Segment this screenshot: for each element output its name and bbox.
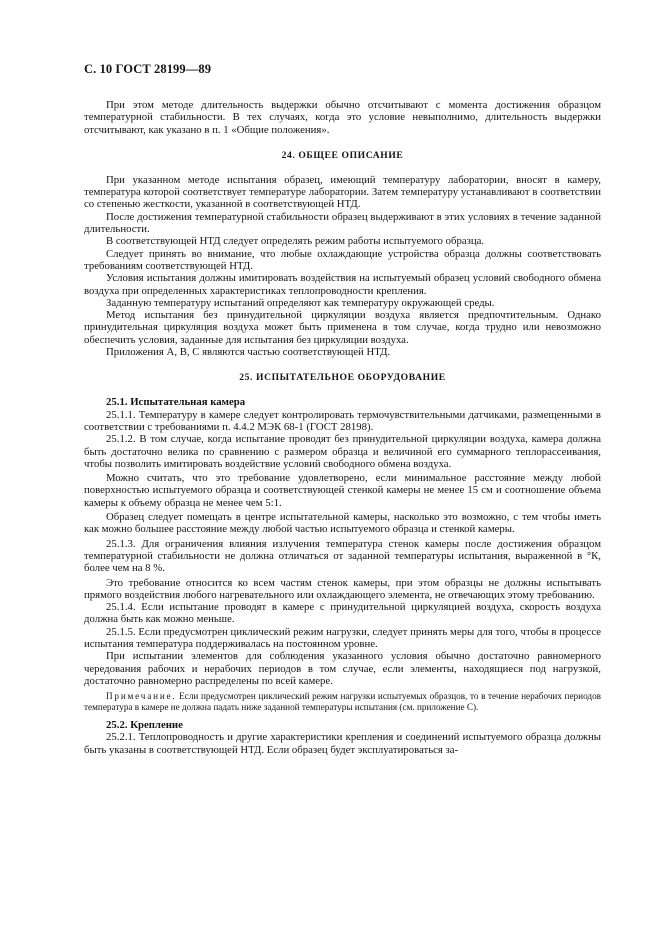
subsection-25-2-title: 25.2. Крепление xyxy=(106,719,183,732)
paragraph: 25.1.3. Для ограничения влияния излучения температура стенок камеры после достижения образцом температурной стабильности не должна отличаться от заданной температуры испытания, выраженной в °К, более чем на 8 %. xyxy=(84,537,601,575)
paragraph: Это требование относится ко всем частям стенок камеры, при этом образцы не должны испытывать прямого воздействия любого нагревательного или охлаждающего элемента, не отвечающих этому требованию. xyxy=(84,576,601,601)
page-header: С. 10 ГОСТ 28199—89 xyxy=(84,62,212,76)
paragraph: 25.2.1. Теплопроводность и другие характеристики крепления и соединений испытуемого образца должны быть указаны в соответствующей НТД. Если образец будет эксплуатироваться за- xyxy=(84,731,601,756)
paragraph: Образец следует помещать в центре испытательной камеры, насколько это возможно, с тем чтобы иметь как можно большее расстояние между любой частью испытуемого образца и стенкой камеры. xyxy=(84,511,601,536)
subsection-25-1-body xyxy=(84,409,601,688)
paragraph: Заданную температуру испытаний определяют как температуру окружающей среды. xyxy=(106,296,495,309)
paragraph: Можно считать, что это требование удовлетворено, если минимальное расстояние между любой поверхностью испытуемого образца и соответствующей стенкой камеры не менее 15 см и соотношение объема камеры к объему образца не менее чем 5:1. xyxy=(84,472,601,509)
subsection-25-1-title: 25.1. Испытательная камера xyxy=(106,396,246,409)
paragraph: Приложения А, В, С являются частью соответствующей НТД. xyxy=(106,346,391,359)
paragraph: Следует принять во внимание, что любые охлаждающие устройства образца должны соответствовать требованиям соответствующей НТД. xyxy=(84,247,601,272)
paragraph: Условия испытания должны имитировать воздействия на испытуемый образец условий свободного обмена воздуха при определенных характеристиках теплопроводности крепления. xyxy=(84,272,601,297)
paragraph: 25.1.1. Температуру в камере следует контролировать термочувствительными датчиками, размещенными в соответствии с требованиями п. 4.4.2 МЭК 68-1 (ГОСТ 28198). xyxy=(84,408,601,433)
subsection-25-2-body xyxy=(84,731,601,756)
paragraph: Метод испытания без принудительной циркуляции воздуха является предпочтительным. Однако принудительная циркуляция воздуха может быть применена в том случае, когда трудно или невозможно обеспечить условия, заданные для испытания без циркуляции воздуха. xyxy=(84,309,601,346)
section-24-body xyxy=(84,174,601,358)
section-24-title: 24. ОБЩЕЕ ОПИСАНИЕ xyxy=(281,149,404,161)
paragraph: При испытании элементов для соблюдения указанного условия обычно достаточно равномерного чередования рабочих и нерабочих периодов в том случае, если элементы, находящиеся под нагрузкой, достаточно равномерно распределены по всей камере. xyxy=(84,650,601,687)
note-text: Если предусмотрен циклический режим нагрузки испытуемых образцов, то в течение нерабочих периодов температура в камере не должна падать ниже заданной температуры испытания (см. приложение С). xyxy=(84,691,602,713)
paragraph: 25.1.2. В том случае, когда испытание проводят без принудительной циркуляции воздуха, камера должна быть достаточно велика по сравнению с размером образца и величиной его суммарного теплорассеивания, чтобы позволить имитировать воздействие условий свободного обмена воздуха. xyxy=(84,433,601,470)
paragraph: В соответствующей НТД следует определять режим работы испытуемого образца. xyxy=(106,235,485,248)
note xyxy=(84,691,601,713)
note-label: Примечание. xyxy=(106,691,177,702)
paragraph: При указанном методе испытания образец, имеющий температуру лаборатории, вносят в камеру, температура которой соответствует температуре лаборатории. Затем температуру устанавливают в соответствии со степенью жесткости, указанной в соответствующей НТД. xyxy=(84,173,601,211)
section-25-title: 25. ИСПЫТАТЕЛЬНОЕ ОБОРУДОВАНИЕ xyxy=(239,372,446,384)
paragraph: После достижения температурной стабильности образец выдерживают в этих условиях в течение заданной длительности. xyxy=(84,210,601,236)
paragraph: 25.1.5. Если предусмотрен циклический режим нагрузки, следует принять меры для того, чтобы в процессе испытания температура поддерживалась на постоянном уровне. xyxy=(84,625,601,650)
intro-paragraph: При этом методе длительность выдержки обычно отсчитывают с момента достижения образцом температурной стабильности. В тех случаях, когда это условие невыполнимо, длительность выдержки отсчитывают, как указано в п. 1 «Общие положения». xyxy=(84,99,601,136)
paragraph: 25.1.4. Если испытание проводят в камере с принудительной циркуляцией воздуха, скорость воздуха должна быть как можно меньше. xyxy=(84,601,601,626)
